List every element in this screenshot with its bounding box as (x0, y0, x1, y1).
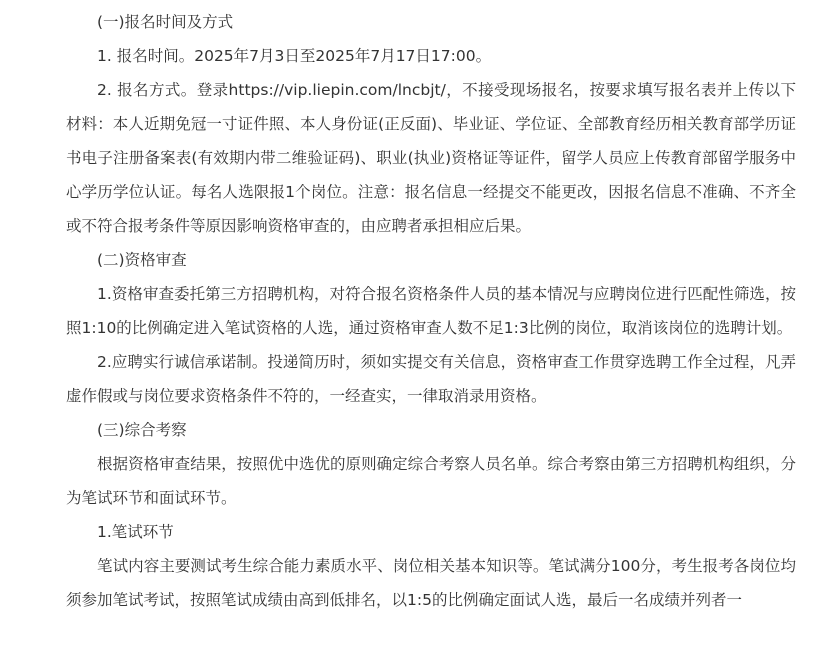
paragraph-registration-time: 1. 报名时间。2025年7月3日至2025年7月17日17:00。 (97, 47, 492, 65)
article-body (66, 5, 796, 617)
paragraph-registration-method: 2. 报名方式。登录https://vip.liepin.com/lncbjt/，不接受现场报名，按要求填写报名表并上传以下材料：本人近期免冠一寸证件照、本人身份证(正反面)、毕业证、学位证、全部教育经历相关教育部学历证书电子注册备案表(有效期内带二维验证码)、职业(执业)资格证等证件，留学人员应上传教育部留学服务中心学历学位认证。每名人选限报1个岗位。注意：报名信息一经提交不能更改，因报名信息不准确、不齐全或不符合报考条件等原因影响资格审查的，由应聘者承担相应后果。 (66, 81, 796, 235)
paragraph-integrity-commitment: 2.应聘实行诚信承诺制。投递简历时，须如实提交有关信息，资格审查工作贯穿选聘工作全过程，凡弄虚作假或与岗位要求资格条件不符的，一经查实，一律取消录用资格。 (66, 353, 796, 405)
paragraph-qualification-screening: 1.资格审查委托第三方招聘机构，对符合报名资格条件人员的基本情况与应聘岗位进行匹配性筛选，按照1:10的比例确定进入笔试资格的人选，通过资格审查人数不足1:3比例的岗位，取消该岗位的选聘计划。 (66, 285, 796, 337)
section-heading-assessment: (三)综合考察 (97, 421, 187, 439)
paragraph-written-exam: 笔试内容主要测试考生综合能力素质水平、岗位相关基本知识等。笔试满分100分，考生报考各岗位均须参加笔试考试，按照笔试成绩由高到低排名，以1:5的比例确定面试人选，最后一名成绩并列者一 (66, 557, 796, 609)
paragraph-assessment-overview: 根据资格审查结果，按照优中选优的原则确定综合考察人员名单。综合考察由第三方招聘机构组织，分为笔试环节和面试环节。 (66, 455, 796, 507)
section-heading-qualification: (二)资格审查 (97, 251, 187, 269)
section-heading-registration: (一)报名时间及方式 (97, 13, 234, 31)
subheading-written-exam: 1.笔试环节 (97, 523, 174, 541)
